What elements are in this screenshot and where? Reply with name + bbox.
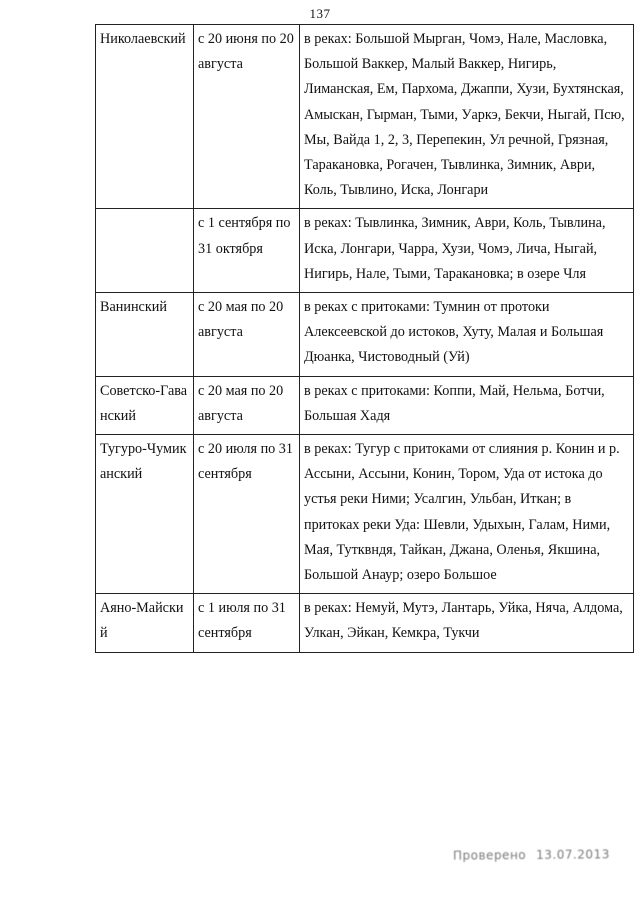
table-row [96,376,634,434]
period-cell: с 1 июля по 31 сентября [194,594,300,652]
period-cell: с 20 июля по 31 сентября [194,435,300,594]
period-cell: с 20 мая по 20 августа [194,293,300,377]
waterbodies-cell: в реках: Тывлинка, Зимник, Аври, Коль, Тывлина, Иска, Лонгари, Чарра, Хузи, Чомэ, Лича, Ныгай, Нигирь, Нале, Тыми, Таракановка; в озере Чля [300,209,634,293]
period-cell: с 20 июня по 20 августа [194,25,300,209]
period-cell: с 1 сентября по 31 октября [194,209,300,293]
waterbodies-cell: в реках с притоками: Коппи, Май, Нельма, Ботчи, Большая Хадя [300,376,634,434]
period-cell: с 20 мая по 20 августа [194,376,300,434]
table-row [96,25,634,209]
verification-stamp [453,847,610,862]
table-row [96,435,634,594]
waterbodies-cell: в реках: Немуй, Мутэ, Лантарь, Уйка, Няча, Алдома, Улкан, Эйкан, Кемкра, Тукчи [300,594,634,652]
table-row [96,209,634,293]
waterbodies-cell: в реках: Большой Мырган, Чомэ, Нале, Масловка, Большой Ваккер, Малый Ваккер, Нигирь, Лиманская, Ем, Пархома, Джаппи, Хузи, Бухтянская, Амыскан, Гырман, Тыми, Уаркэ, Бекчи, Ныгай, Псю, Мы, Вайда 1, 2, 3, Перепекин, Ул речной, Грязная, Таракановка, Рогачен, Тывлинка, Зимник, Аври, Коль, Тывлино, Иска, Лонгари [300,25,634,209]
stamp-date: 13.07.2013 [536,847,610,862]
restriction-table [95,24,634,653]
waterbodies-cell: в реках с притоками: Тумнин от протоки Алексеевской до истоков, Хуту, Малая и Большая Дюанка, Чистоводный (Уй) [300,293,634,377]
district-cell: Аяно-Майский [96,594,194,652]
waterbodies-cell: в реках: Тугур с притоками от слияния р. Конин и р. Ассыни, Ассыни, Конин, Тором, Уда от истока до устья реки Ними; Усалгин, Ульбан, Иткан; в притоках реки Уда: Шевли, Удыхын, Галам, Ними, Мая, Тутквндя, Тайкан, Джана, Оленья, Якшина, Большой Анаур; озеро Большое [300,435,634,594]
district-cell: Советско-Гаванский [96,376,194,434]
district-cell: Николаевский [96,25,194,209]
district-cell: Ванинский [96,293,194,377]
table-row [96,293,634,377]
table-row [96,594,634,652]
district-cell [96,209,194,293]
page-number: 137 [309,6,331,21]
district-cell: Тугуро-Чумиканский [96,435,194,594]
stamp-label: Проверено [452,848,527,863]
